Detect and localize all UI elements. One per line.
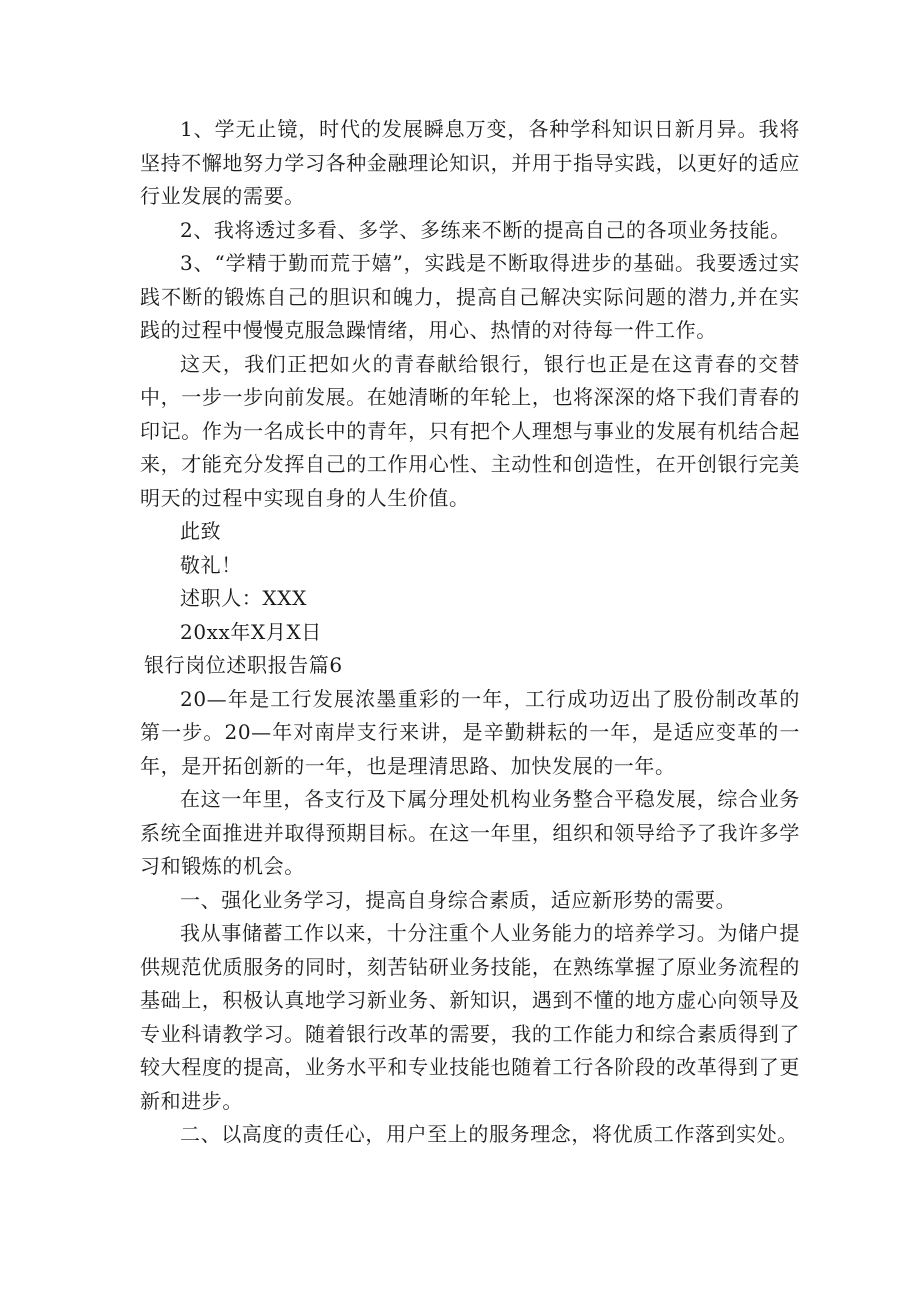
- paragraph-branch-progress: 在这一年里，各支行及下属分理处机构业务整合平稳发展，综合业务系统全面推进并取得预期目标。在这一年里，组织和领导给予了我许多学习和锻炼的机会。: [140, 787, 800, 878]
- paragraph-savings-work: 我从事储蓄工作以来，十分注重个人业务能力的培养学习。为储户提供规范优质服务的同时，刻苦钻研业务技能，在熟练掌握了原业务流程的基础上，积极认真地学习新业务、新知识，遇到不懂的地方虚心向领导及专业科请教学习。随着银行改革的需要，我的工作能力和综合素质得到了较大程度的提高，业务水平和专业技能也随着工行各阶段的改革得到了更新和进步。: [140, 921, 800, 1113]
- document-body: [140, 113, 800, 1152]
- closing-author: 述职人：XXX: [180, 586, 307, 610]
- closing-respect: 敬礼！: [180, 552, 242, 577]
- paragraph-youth-dedication: 这天，我们正把如火的青春献给银行，银行也正是在这青春的交替中，一步一步向前发展。在她清晰的年轮上，也将深深的烙下我们青春的印记。作为一名成长中的青年，只有把个人理想与事业的发展有机结合起来，才能充分发挥自己的工作用心性、主动性和创造性，在开创银行完美明天的过程中实现自身的人生价值。: [140, 351, 800, 510]
- paragraph-annual-overview: 20—年是工行发展浓墨重彩的一年，工行成功迈出了股份制改革的第一步。20—年对南岸支行来讲，是辛勤耕耘的一年，是适应变革的一年，是开拓创新的一年，也是理清思路、加快发展的一年。: [140, 686, 800, 778]
- closing-date: 20xx年X月X日: [180, 619, 322, 644]
- paragraph-study-point-1: 1、学无止镜，时代的发展瞬息万变，各种学科知识日新月异。我将坚持不懈地努力学习各种金融理论知识，并用于指导实践，以更好的适应行业发展的需要。: [140, 117, 800, 208]
- paragraph-study-point-3: 3、“学精于勤而荒于嬉”，实践是不断取得进步的基础。我要透过实践不断的锻炼自己的胆识和魄力，提高自己解决实际问题的潜力,并在实践的过程中慢慢克服急躁情绪，用心、热情的对待每一件工作。: [140, 251, 800, 342]
- paragraph-point-one-heading: 一、强化业务学习，提高自身综合素质，适应新形势的需要。: [180, 887, 737, 912]
- paragraph-point-two-heading: 二、以高度的责任心，用户至上的服务理念，将优质工作落到实处。: [180, 1122, 798, 1146]
- section-title: 银行岗位述职报告篇6: [144, 653, 343, 677]
- paragraph-study-point-2: 2、我将透过多看、多学、多练来不断的提高自己的各项业务技能。: [180, 217, 791, 242]
- closing-salutation: 此致: [180, 519, 222, 543]
